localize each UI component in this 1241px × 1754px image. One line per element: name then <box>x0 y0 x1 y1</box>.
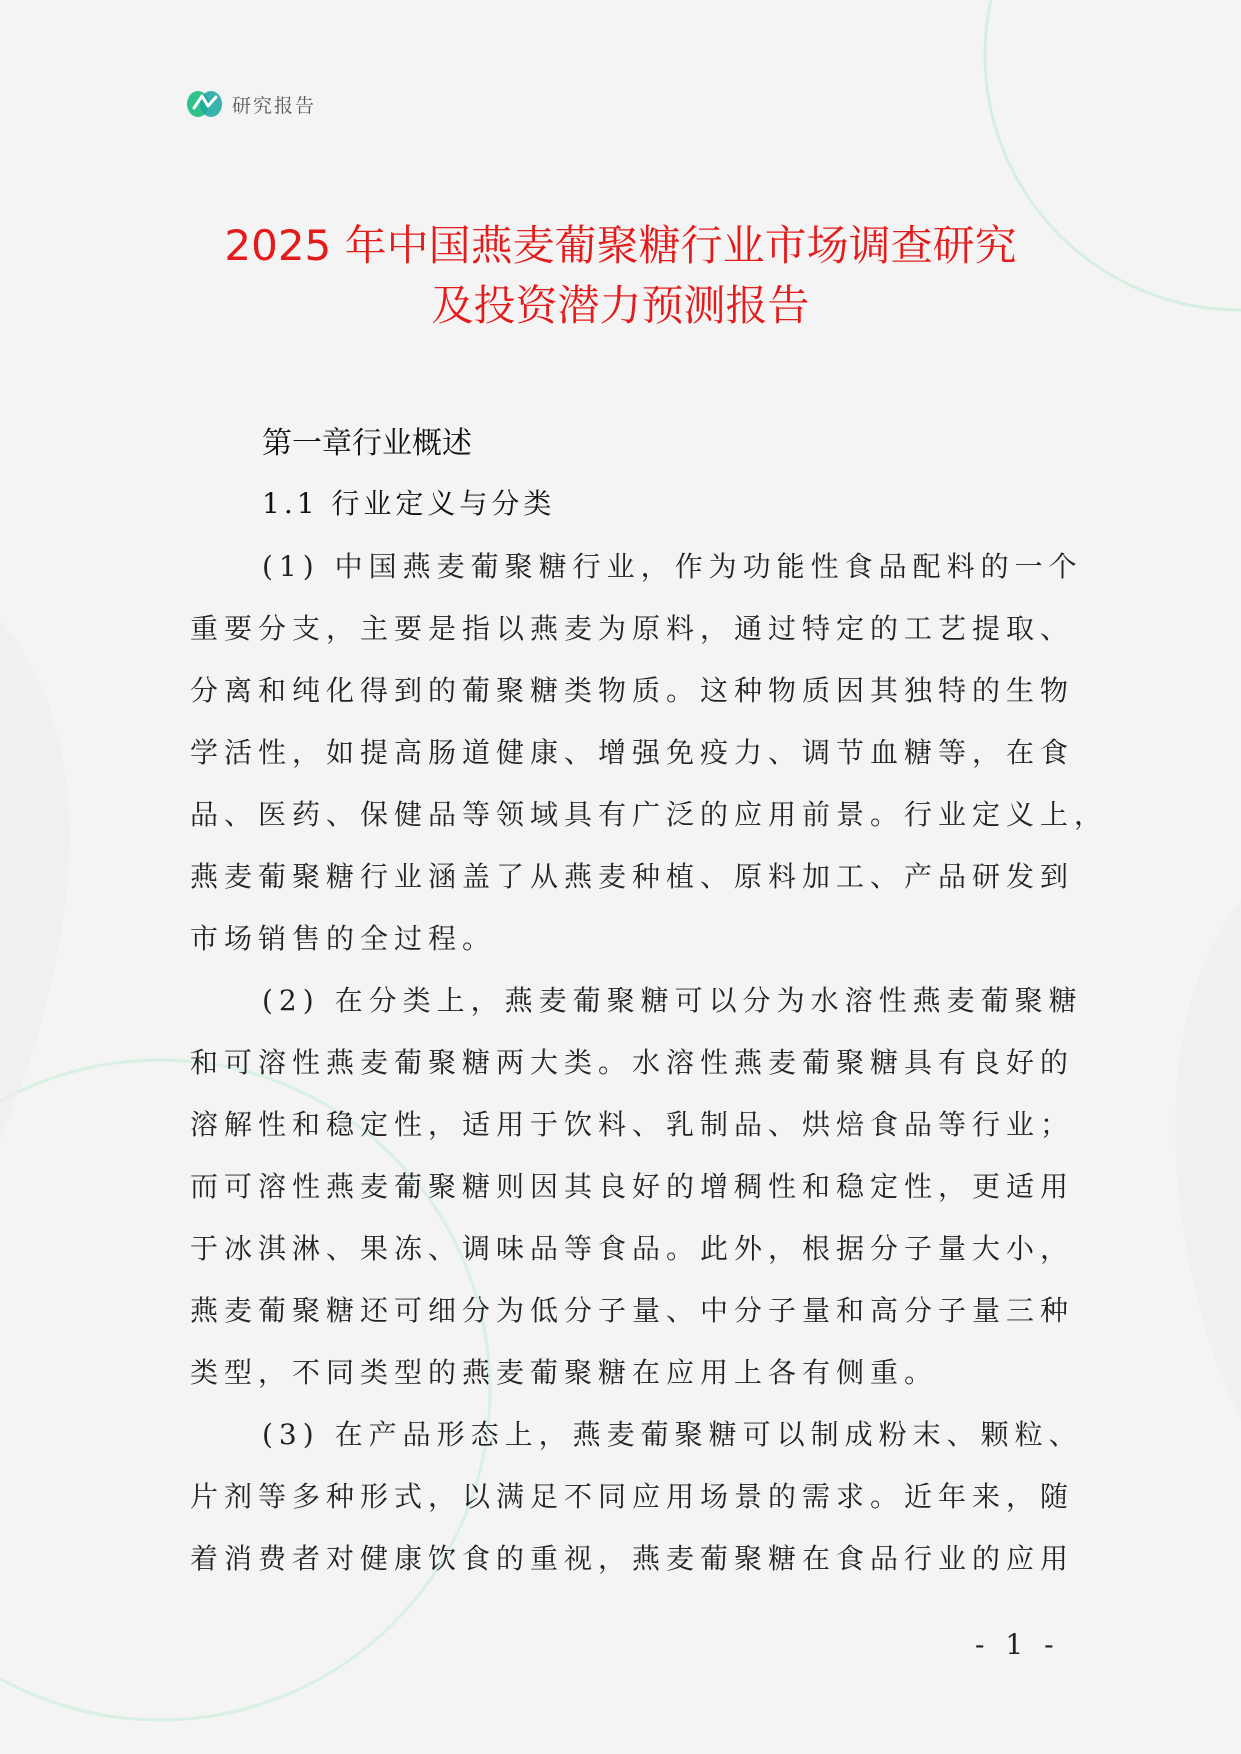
body-text <box>190 536 1109 1590</box>
paragraph-line: 学活性，如提高肠道健康、增强免疫力、调节血糖等，在食 <box>190 736 1075 769</box>
paragraph-line: 片剂等多种形式，以满足不同应用场景的需求。近年来，随 <box>190 1480 1075 1513</box>
paragraph-line: 于冰淇淋、果冻、调味品等食品。此外，根据分子量大小， <box>190 1232 1075 1265</box>
paragraph-line: (1) 中国燕麦葡聚糖行业，作为功能性食品配料的一个 <box>262 550 1083 583</box>
decor-wave-left <box>0 620 69 1140</box>
paragraph-line: 分离和纯化得到的葡聚糖类物质。这种物质因其独特的生物 <box>190 674 1075 707</box>
paragraph-3 <box>190 1404 1083 1590</box>
section-heading: 1.1 行业定义与分类 <box>262 487 556 520</box>
page-number: - 1 - <box>975 1628 1060 1661</box>
paragraph-line: 溶解性和稳定性，适用于饮料、乳制品、烘焙食品等行业； <box>190 1108 1075 1141</box>
brand-logo-icon <box>186 88 224 120</box>
title-line-2: 及投资潜力预测报告 <box>431 281 810 330</box>
paragraph-2 <box>190 970 1083 1404</box>
chapter-heading: 第一章行业概述 <box>262 426 472 461</box>
paragraph-line: (3) 在产品形态上，燕麦葡聚糖可以制成粉末、颗粒、 <box>262 1418 1083 1451</box>
paragraph-line: 而可溶性燕麦葡聚糖则因其良好的增稠性和稳定性，更适用 <box>190 1170 1075 1203</box>
paragraph-line: 品、医药、保健品等领域具有广泛的应用前景。行业定义上， <box>190 798 1109 831</box>
header-label: 研究报告 <box>232 94 317 117</box>
paragraph-line: (2) 在分类上，燕麦葡聚糖可以分为水溶性燕麦葡聚糖 <box>262 984 1083 1017</box>
paragraph-line: 市场销售的全过程。 <box>190 922 497 955</box>
report-title <box>150 216 1091 336</box>
paragraph-line: 燕麦葡聚糖行业涵盖了从燕麦种植、原料加工、产品研发到 <box>190 860 1075 893</box>
paragraph-line: 类型，不同类型的燕麦葡聚糖在应用上各有侧重。 <box>190 1356 939 1389</box>
decor-wave-right <box>1175 900 1241 1420</box>
paragraph-line: 燕麦葡聚糖还可细分为低分子量、中分子量和高分子量三种 <box>190 1294 1075 1327</box>
paragraph-line: 和可溶性燕麦葡聚糖两大类。水溶性燕麦葡聚糖具有良好的 <box>190 1046 1075 1079</box>
paragraph-line: 重要分支，主要是指以燕麦为原料，通过特定的工艺提取、 <box>190 612 1075 645</box>
paragraph-line: 着消费者对健康饮食的重视，燕麦葡聚糖在食品行业的应用 <box>190 1542 1075 1575</box>
title-line-1: 2025 年中国燕麦葡聚糖行业市场调查研究 <box>224 221 1017 270</box>
report-header <box>186 88 316 120</box>
paragraph-1 <box>190 536 1109 970</box>
